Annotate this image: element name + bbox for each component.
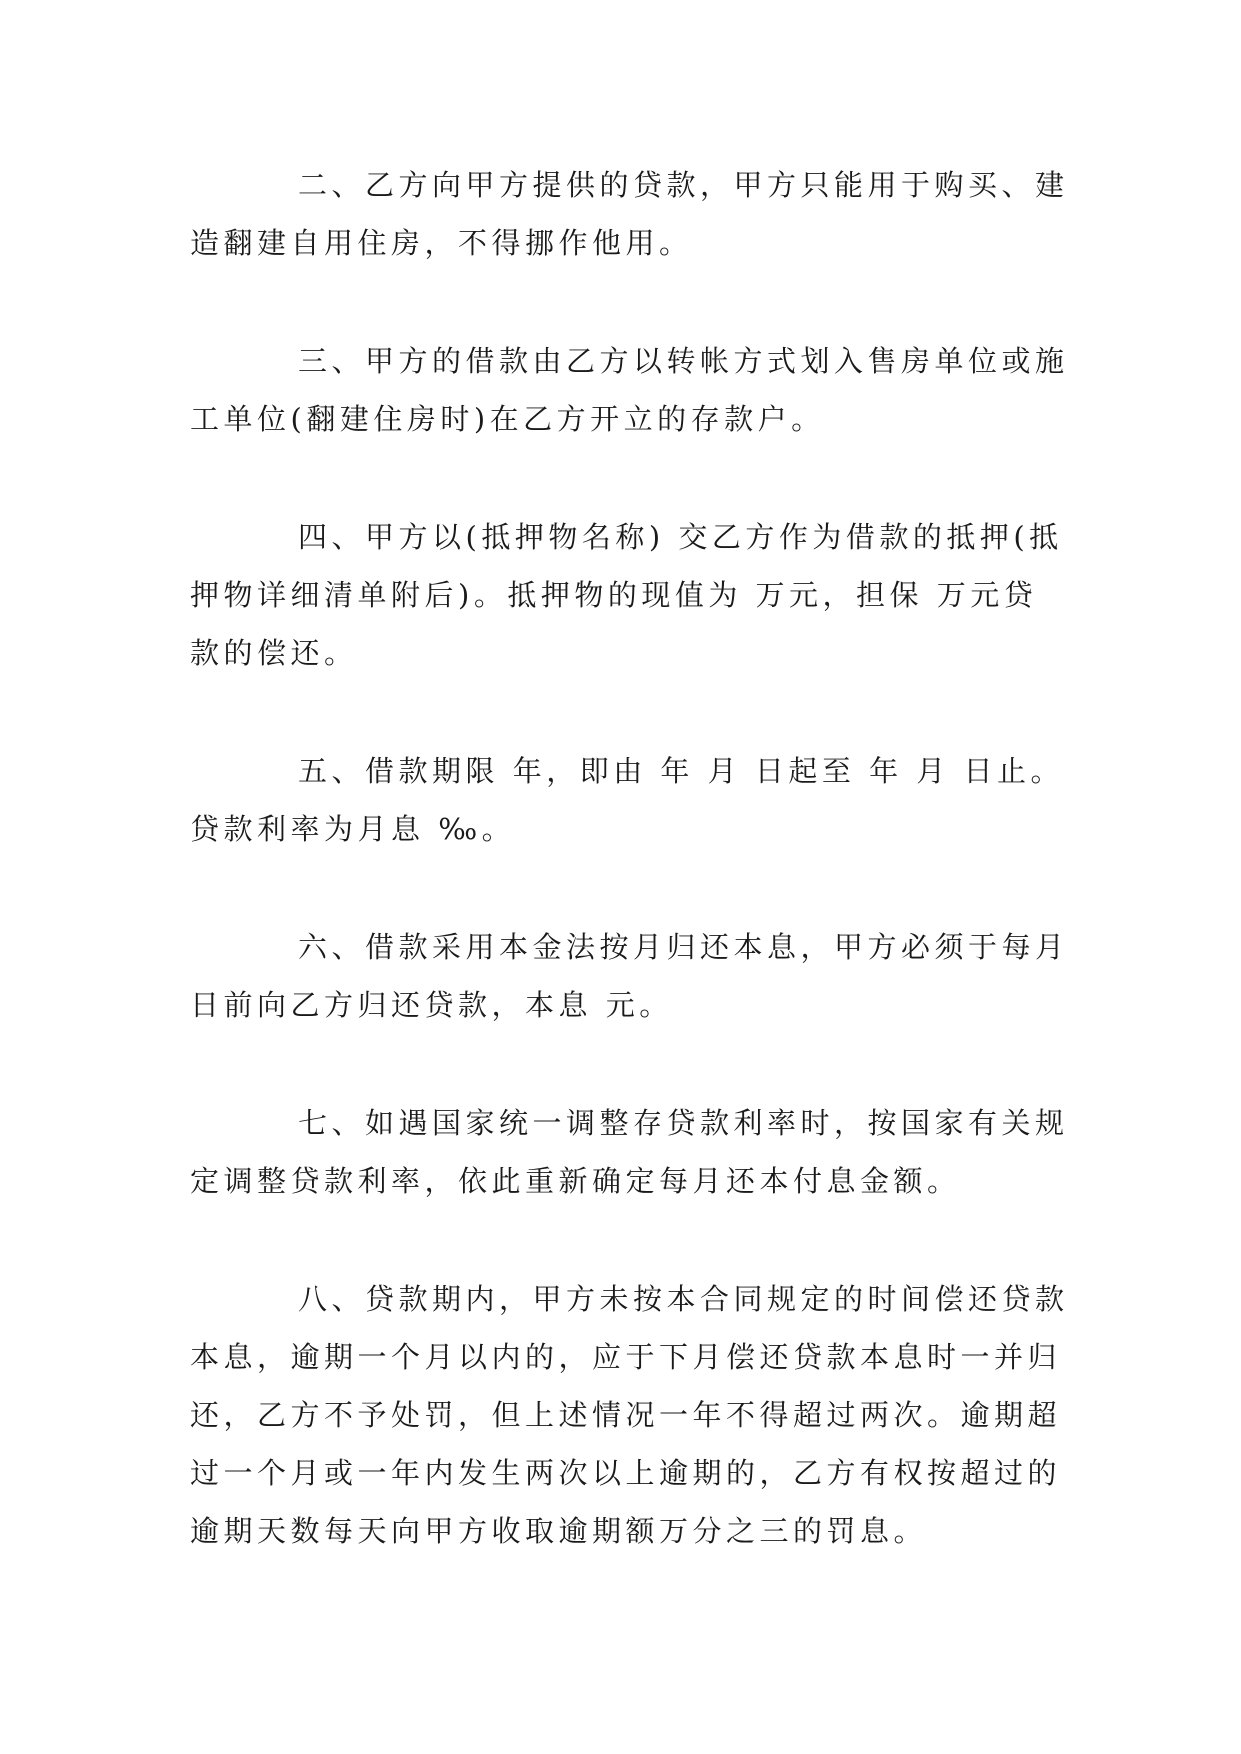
clause-5-line-1: 五、借款期限 年，即由 年 月 日起至 年 月 日止。 [298,754,1065,788]
clause-8-line-5: 逾期天数每天向甲方收取逾期额万分之三的罚息。 [190,1514,928,1548]
clause-4-line-1: 四、甲方以(抵押物名称) 交乙方作为借款的抵押(抵 [298,520,1063,554]
clause-7-line-2: 定调整贷款利率，依此重新确定每月还本付息金额。 [190,1164,961,1198]
clause-3-paragraph [190,332,1069,448]
clause-7-line-1: 七、如遇国家统一调整存贷款利率时，按国家有关规 [298,1106,1069,1140]
clause-6-line-2: 日前向乙方归还贷款，本息 元。 [190,988,673,1022]
clause-8-line-2: 本息，逾期一个月以内的，应于下月偿还贷款本息时一并归 [190,1340,1062,1374]
clause-8-paragraph [190,1270,1069,1560]
clause-3-line-2: 工单位(翻建住房时)在乙方开立的存款户。 [190,402,825,436]
clause-3-line-1: 三、甲方的借款由乙方以转帐方式划入售房单位或施 [298,344,1069,378]
clause-8-line-3: 还，乙方不予处罚，但上述情况一年不得超过两次。逾期超 [190,1398,1062,1432]
clause-2-paragraph [190,156,1069,272]
clause-2-line-1: 二、乙方向甲方提供的贷款，甲方只能用于购买、建 [298,168,1069,202]
clause-8-line-4: 过一个月或一年内发生两次以上逾期的，乙方有权按超过的 [190,1456,1062,1490]
clause-5-line-2: 贷款利率为月息 ‰。 [190,812,516,846]
clause-2-line-2: 造翻建自用住房，不得挪作他用。 [190,226,693,260]
clause-4-line-2: 押物详细清单附后)。抵押物的现值为 万元，担保 万元贷 [190,578,1038,612]
clause-6-line-1: 六、借款采用本金法按月归还本息，甲方必须于每月 [298,930,1069,964]
clause-7-paragraph [190,1094,1069,1210]
clause-8-line-1: 八、贷款期内，甲方未按本合同规定的时间偿还贷款 [298,1282,1069,1316]
clause-6-paragraph [190,918,1069,1034]
clause-4-line-3: 款的偿还。 [190,636,358,670]
clause-4-paragraph [190,508,1063,682]
clause-5-paragraph [190,742,1065,858]
